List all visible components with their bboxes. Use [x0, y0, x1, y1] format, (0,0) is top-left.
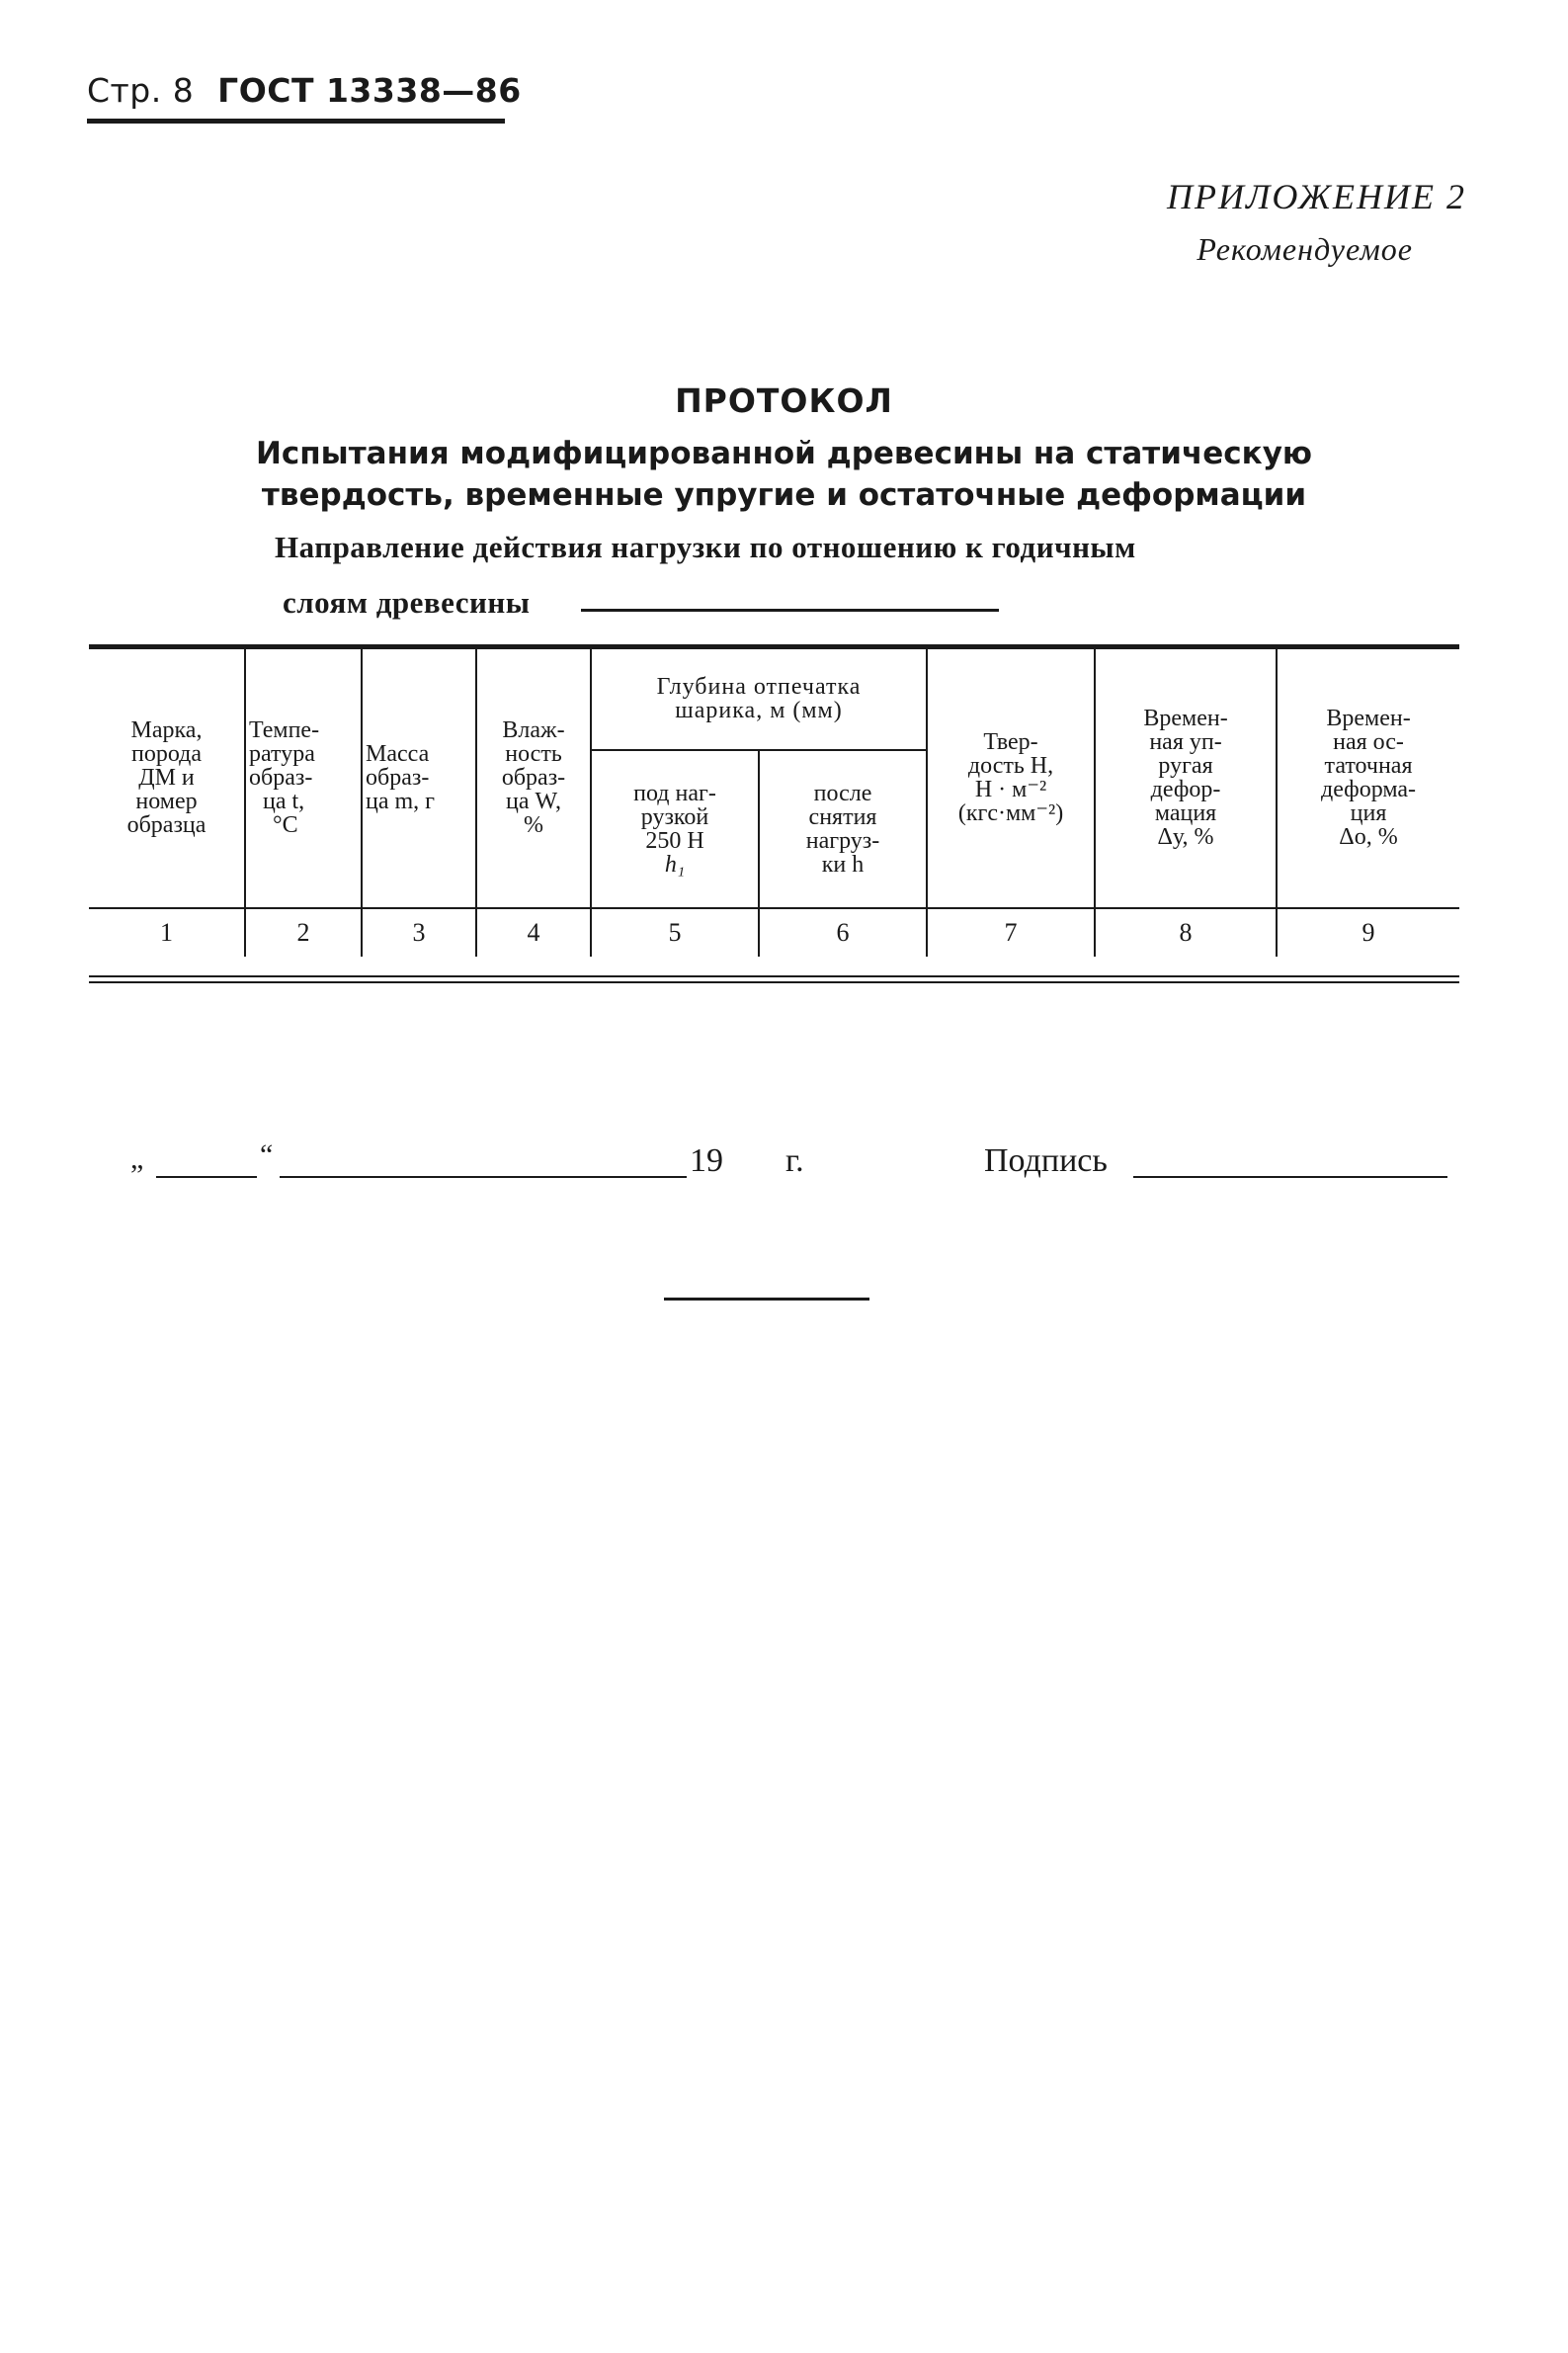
header-line: Времен- [1143, 706, 1228, 732]
column-number: 5 [591, 908, 759, 957]
header-line: под наг- [633, 780, 716, 806]
header-line: ция [1350, 800, 1387, 827]
signature-label: Подпись [984, 1142, 1108, 1179]
header-line: h₁ [664, 851, 686, 878]
protocol-subtitle-line: Испытания модифицированной древесины на статическую [255, 436, 1313, 471]
header-imprint-depth-group [591, 647, 927, 750]
column-number: 1 [89, 908, 245, 957]
header-line: ДМ и [138, 765, 195, 792]
page-header [87, 71, 522, 110]
table-bottom-rule [89, 981, 1459, 983]
header-line: Глубина отпечатка [656, 674, 862, 701]
column-number: 9 [1277, 908, 1459, 957]
header-line: ная уп- [1149, 729, 1222, 756]
load-direction-fill-line[interactable] [581, 609, 999, 612]
protocol-title: ПРОТОКОЛ [675, 381, 893, 420]
header-line: ки h [821, 851, 865, 878]
header-hardness [927, 647, 1095, 908]
column-number-row [89, 908, 1459, 957]
date-year-suffix: г. [785, 1142, 804, 1179]
header-line: мация [1154, 800, 1217, 827]
protocol-table [89, 644, 1459, 957]
header-line: рузкой [640, 803, 709, 830]
header-line: Марка, [130, 717, 203, 744]
protocol-subtitle-line: твердость, временные упругие и остаточные деформации [261, 477, 1307, 513]
header-line: °С [273, 812, 298, 839]
header-line: образ- [366, 765, 430, 792]
header-line: Темпе- [249, 717, 320, 744]
header-line: (кгс·мм⁻²) [957, 800, 1064, 827]
column-number: 7 [927, 908, 1095, 957]
header-line: Δо, % [1339, 824, 1398, 851]
header-line: таточная [1324, 753, 1413, 780]
header-residual-deformation [1277, 647, 1459, 908]
header-line: ца W, [506, 789, 561, 815]
column-number: 8 [1095, 908, 1277, 957]
header-line: ратура [249, 741, 315, 768]
header-rule [87, 119, 505, 124]
load-direction-label-cont: слоям древесины [283, 585, 531, 620]
end-rule [664, 1298, 869, 1301]
header-line: ца m, г [366, 789, 436, 815]
page-number: Стр. 8 [87, 71, 195, 110]
date-close-quote: “ [260, 1138, 274, 1171]
header-line: нагруз- [805, 827, 880, 854]
header-line: образ- [501, 765, 566, 792]
header-elastic-deformation [1095, 647, 1277, 908]
load-direction-label: Направление действия нагрузки по отношению к годичным [275, 530, 1136, 564]
header-sample-id [89, 647, 245, 908]
header-line: образца [126, 812, 206, 839]
column-number: 2 [245, 908, 362, 957]
header-line: % [524, 812, 543, 839]
header-line: шарика, м (мм) [675, 698, 843, 724]
header-line: Влаж- [502, 717, 565, 744]
header-line: образ- [249, 765, 313, 792]
header-line: снятия [808, 803, 877, 830]
header-line: Времен- [1326, 706, 1411, 732]
date-open-quote: „ [130, 1142, 144, 1175]
header-moisture [476, 647, 591, 908]
header-line: Н · м⁻² [974, 777, 1047, 803]
column-number: 3 [362, 908, 476, 957]
header-line: порода [130, 741, 202, 768]
date-day-fill-line[interactable] [156, 1176, 257, 1178]
header-line: деформа- [1321, 777, 1417, 803]
header-line: дефор- [1150, 777, 1221, 803]
column-number: 4 [476, 908, 591, 957]
table-bottom-rule [89, 975, 1459, 977]
signature-fill-line[interactable] [1133, 1176, 1447, 1178]
header-line: ругая [1158, 753, 1213, 780]
header-line: Масса [366, 741, 430, 768]
header-line: номер [135, 789, 198, 815]
header-line: после [813, 780, 872, 806]
header-line: ность [505, 741, 562, 768]
header-line: ца t, [263, 789, 305, 815]
header-depth-under-load [591, 750, 759, 908]
header-line: ная ос- [1333, 729, 1404, 756]
header-line: 250 Н [645, 827, 704, 854]
header-line: Δу, % [1157, 824, 1214, 851]
header-temperature [245, 647, 362, 908]
header-mass [362, 647, 476, 908]
header-depth-after-unload [759, 750, 927, 908]
header-line: Твер- [983, 729, 1038, 756]
header-line: дость H, [967, 753, 1054, 780]
date-month-fill-line[interactable] [280, 1176, 687, 1178]
appendix-title: ПРИЛОЖЕНИЕ 2 [1167, 177, 1466, 216]
column-number: 6 [759, 908, 927, 957]
standard-number: ГОСТ 13338—86 [217, 71, 522, 110]
protocol-subtitle [0, 433, 1568, 516]
appendix-status: Рекомендуемое [1197, 231, 1413, 267]
date-year-prefix: 19 [690, 1142, 723, 1179]
